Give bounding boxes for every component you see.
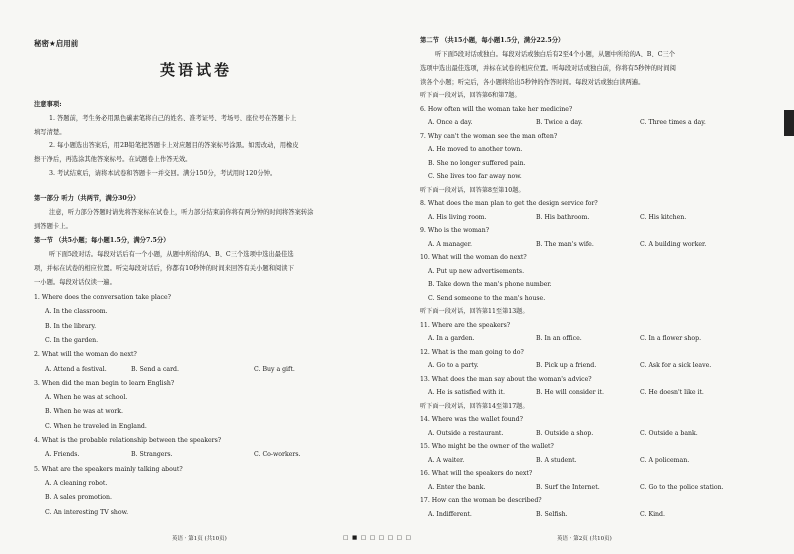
- right-page: [397, 0, 794, 554]
- section2-heading: 第二节 （共15小题，每小题1.5分，满分22.5分）: [420, 37, 565, 44]
- answer-option: A. A waiter.: [428, 456, 465, 464]
- question-text: 1. Where does the conversation take place?: [34, 294, 171, 301]
- question-text: 7. Why can't the woman see the man often?: [420, 132, 558, 140]
- section2-intro: 听下面5段对话或独白。每段对话或独白后有2至4个小题，从题中所给的A、B、C三个: [435, 51, 676, 58]
- footer-marks: □ ■ □ □ □ □ □ □: [343, 535, 412, 541]
- page-edge-mark: [784, 110, 794, 136]
- answer-option: B. Strangers.: [131, 451, 173, 459]
- answer-option: B. Twice a day.: [536, 119, 583, 126]
- answer-option: C. Buy a gift.: [254, 365, 295, 373]
- section2-intro: 选项中选出最佳选项，并标在试卷的相应位置。听每段对话或独白前，你将有5秒钟的时间阅: [420, 65, 676, 72]
- section1-intro: 一小题。每段对话仅读一遍。: [34, 279, 116, 286]
- answer-option: A. A cleaning robot.: [45, 479, 108, 487]
- answer-option: A. Go to a party.: [428, 362, 479, 369]
- question-text: 3. When did the man begin to learn English?: [34, 379, 175, 387]
- question-text: 5. What are the speakers mainly talking about?: [34, 465, 183, 473]
- notes-line: 擦干净后，再选涂其他答案标号。在试题卷上作答无效。: [34, 156, 192, 163]
- answer-option: A. A manager.: [428, 240, 472, 248]
- answer-option: C. In a flower shop.: [640, 335, 702, 342]
- question-text: 14. Where was the wallet found?: [420, 416, 523, 423]
- answer-option: C. Outside a bank.: [640, 429, 698, 437]
- answer-option: C. She lives too far away now.: [428, 173, 522, 180]
- answer-option: B. Pick up a friend.: [536, 362, 597, 369]
- answer-option: C. A policeman.: [640, 456, 690, 464]
- part1-intro: 到答题卡上。: [34, 223, 72, 230]
- part1-heading: 第一部分 听力（共两节，满分30分）: [34, 195, 140, 202]
- question-text: 8. What does the man plan to get the design service for?: [420, 200, 598, 207]
- question-text: 13. What does the man say about the woman's advice?: [420, 375, 592, 383]
- question-text: 4. What is the probable relationship between the speakers?: [34, 437, 222, 444]
- answer-option: B. Surf the Internet.: [536, 483, 600, 491]
- answer-option: C. Send someone to the man's house.: [428, 294, 546, 302]
- section1-intro: 听下面5段对话。每段对话后有一个小题，从题中所给的A、B、C三个选项中选出最佳选: [49, 251, 294, 258]
- answer-option: A. Put up new advertisements.: [428, 267, 525, 275]
- answer-option: B. In an office.: [536, 335, 582, 342]
- answer-option: C. Kind.: [640, 510, 665, 518]
- dialogue-instruction: 听下面一段对话，回答第11至第13题。: [420, 308, 529, 315]
- answer-option: A. When he was at school.: [45, 394, 128, 402]
- answer-option: A. He moved to another town.: [428, 146, 523, 153]
- section1-heading: 第一节 （共5小题；每小题1.5分，满分7.5分）: [34, 237, 170, 244]
- question-text: 17. How can the woman be described?: [420, 497, 542, 504]
- answer-option: A. Outside a restaurant.: [428, 429, 504, 437]
- answer-option: B. When he was at work.: [45, 408, 124, 416]
- answer-option: B. A student.: [536, 456, 577, 464]
- question-text: 6. How often will the woman take her medicine?: [420, 105, 573, 113]
- dialogue-instruction: 听下面一段对话，回答第8至第10题。: [420, 186, 525, 194]
- question-text: 11. Where are the speakers?: [420, 321, 511, 329]
- question-text: 15. Who might be the owner of the wallet?: [420, 443, 554, 450]
- section1-intro: 项，并标在试卷的相应位置。听完每段对话后，你都有10秒钟的时间来回答有关小题和阅读下: [34, 265, 294, 272]
- question-text: 10. What will the woman do next?: [420, 254, 527, 261]
- answer-option: C. Go to the police station.: [640, 483, 724, 491]
- notes-heading: 注意事项:: [34, 101, 62, 108]
- question-text: 2. What will the woman do next?: [34, 351, 137, 359]
- answer-option: C. An interesting TV show.: [45, 508, 129, 516]
- footer-right: 英语 · 第2页 (共10页): [557, 536, 612, 542]
- answer-option: C. Ask for a sick leave.: [640, 362, 712, 369]
- answer-option: B. Take down the man's phone number.: [428, 281, 552, 288]
- answer-option: B. He will consider it.: [536, 389, 605, 396]
- answer-option: A. Once a day.: [428, 119, 473, 126]
- answer-option: A. Enter the bank.: [428, 483, 486, 491]
- notes-line: 2. 每小题选出答案后，用2B铅笔把答题卡上对应题目的答案标号涂黑。如需改动，用橡皮: [49, 142, 299, 149]
- answer-option: C. In the garden.: [45, 336, 99, 344]
- footer-left: 英语 · 第1页 (共10页): [172, 536, 227, 542]
- exam-title: 英语试卷: [160, 61, 233, 79]
- part1-intro: 注意，听力部分答题时请先将答案标在试卷上，听力部分结束前你将有两分钟的时间将答案转涂: [49, 209, 314, 216]
- answer-option: B. A sales promotion.: [45, 494, 112, 502]
- answer-option: B. Selfish.: [536, 510, 568, 518]
- dialogue-instruction: 听下面一段对话，回答第14至第17题。: [420, 402, 529, 410]
- answer-option: C. When he traveled in England.: [45, 422, 147, 430]
- answer-option: A. He is satisfied with it.: [428, 389, 505, 396]
- answer-option: B. Outside a shop.: [536, 429, 594, 437]
- answer-option: B. She no longer suffered pain.: [428, 159, 526, 167]
- answer-option: A. His living room.: [428, 213, 487, 221]
- answer-option: C. Three times a day.: [640, 119, 706, 126]
- answer-option: C. His kitchen.: [640, 213, 687, 221]
- answer-option: A. Friends.: [45, 451, 80, 459]
- notes-line: 填写清楚。: [34, 129, 66, 136]
- question-text: 9. Who is the woman?: [420, 227, 490, 234]
- answer-option: B. Send a card.: [131, 365, 179, 373]
- answer-option: A. In the classroom.: [45, 308, 108, 316]
- answer-option: A. Indifferent.: [428, 510, 472, 518]
- secret-label: 秘密★启用前: [34, 39, 79, 48]
- dialogue-instruction: 听下面一段对话，回答第6和第7题。: [420, 92, 521, 99]
- section2-intro: 读各个小题；听完后，各小题将给出5秒钟的作答时间。每段对话或独白读两遍。: [420, 79, 645, 86]
- question-text: 16. What will the speakers do next?: [420, 470, 533, 477]
- answer-option: A. In a garden.: [428, 335, 475, 342]
- answer-option: B. His bathroom.: [536, 213, 590, 221]
- answer-option: C. A building worker.: [640, 240, 707, 248]
- answer-option: B. The man's wife.: [536, 240, 594, 248]
- answer-option: A. Attend a festival.: [45, 365, 107, 373]
- notes-line: 1. 答题前，考生务必用黑色碳素笔将自己的姓名、准考证号、考场号、座位号在答题卡上: [49, 115, 297, 122]
- answer-option: C. Co-workers.: [254, 451, 301, 459]
- answer-option: B. In the library.: [45, 322, 97, 330]
- question-text: 12. What is the man going to do?: [420, 348, 524, 356]
- answer-option: C. He doesn't like it.: [640, 389, 704, 396]
- notes-line: 3. 考试结束后，请将本试卷和答题卡一并交回。满分150分，考试用时120分钟。: [49, 170, 277, 177]
